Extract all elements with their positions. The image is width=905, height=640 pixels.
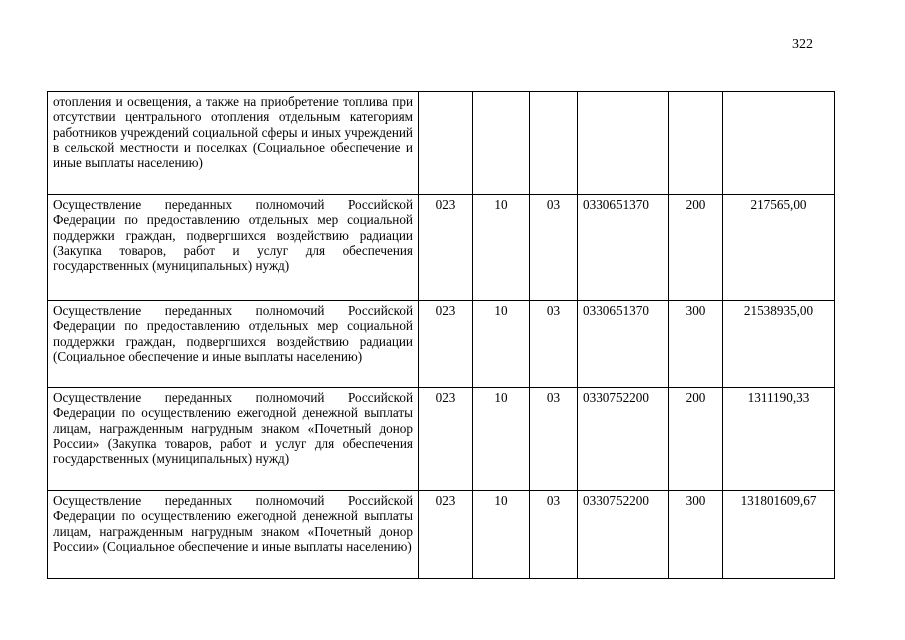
target-article-code: 0330752200 — [578, 491, 669, 579]
table-row — [48, 491, 835, 579]
amount: 217565,00 — [723, 195, 835, 301]
ministry-code: 023 — [419, 301, 473, 388]
expense-type-code — [669, 92, 723, 195]
target-article-code: 0330752200 — [578, 388, 669, 491]
row-description: отопления и освещения, а также на приобретение топлива при отсутствии центрального отопления отдельным категориям работников учреждений социальной сферы и иных учреждений в сельской местности и поселках (Социальное обеспечение и иные выплаты населению) — [48, 92, 419, 195]
ministry-code — [419, 92, 473, 195]
row-description: Осуществление переданных полномочий Российской Федерации по осуществлению ежегодной денежной выплаты лицам, награжденным нагрудным знаком «Почетный донор России» (Закупка товаров, работ и услуг для обеспечения государственных (муниципальных) нужд) — [48, 388, 419, 491]
expense-type-code: 200 — [669, 388, 723, 491]
expense-type-code: 300 — [669, 301, 723, 388]
target-article-code — [578, 92, 669, 195]
target-article-code: 0330651370 — [578, 195, 669, 301]
row-description: Осуществление переданных полномочий Российской Федерации по предоставлению отдельных мер социальной поддержки граждан, подвергшихся воздействию радиации (Социальное обеспечение и иные выплаты населению) — [48, 301, 419, 388]
row-description: Осуществление переданных полномочий Российской Федерации по осуществлению ежегодной денежной выплаты лицам, награжденным нагрудным знаком «Почетный донор России» (Социальное обеспечение и иные выплаты населению) — [48, 491, 419, 579]
table-row — [48, 301, 835, 388]
expense-type-code: 300 — [669, 491, 723, 579]
ministry-code: 023 — [419, 388, 473, 491]
section-code: 10 — [473, 491, 530, 579]
ministry-code: 023 — [419, 491, 473, 579]
table-row — [48, 195, 835, 301]
subsection-code: 03 — [530, 491, 578, 579]
amount — [723, 92, 835, 195]
row-description: Осуществление переданных полномочий Российской Федерации по предоставлению отдельных мер социальной поддержки граждан, подвергшихся воздействию радиации (Закупка товаров, работ и услуг для обеспечения государственных (муниципальных) нужд) — [48, 195, 419, 301]
page-number: 322 — [792, 37, 813, 52]
budget-table — [47, 91, 835, 579]
subsection-code — [530, 92, 578, 195]
ministry-code: 023 — [419, 195, 473, 301]
section-code: 10 — [473, 195, 530, 301]
section-code: 10 — [473, 301, 530, 388]
amount: 21538935,00 — [723, 301, 835, 388]
target-article-code: 0330651370 — [578, 301, 669, 388]
amount: 131801609,67 — [723, 491, 835, 579]
amount: 1311190,33 — [723, 388, 835, 491]
subsection-code: 03 — [530, 195, 578, 301]
table-row — [48, 92, 835, 195]
expense-type-code: 200 — [669, 195, 723, 301]
subsection-code: 03 — [530, 301, 578, 388]
section-code — [473, 92, 530, 195]
subsection-code: 03 — [530, 388, 578, 491]
table-row — [48, 388, 835, 491]
section-code: 10 — [473, 388, 530, 491]
